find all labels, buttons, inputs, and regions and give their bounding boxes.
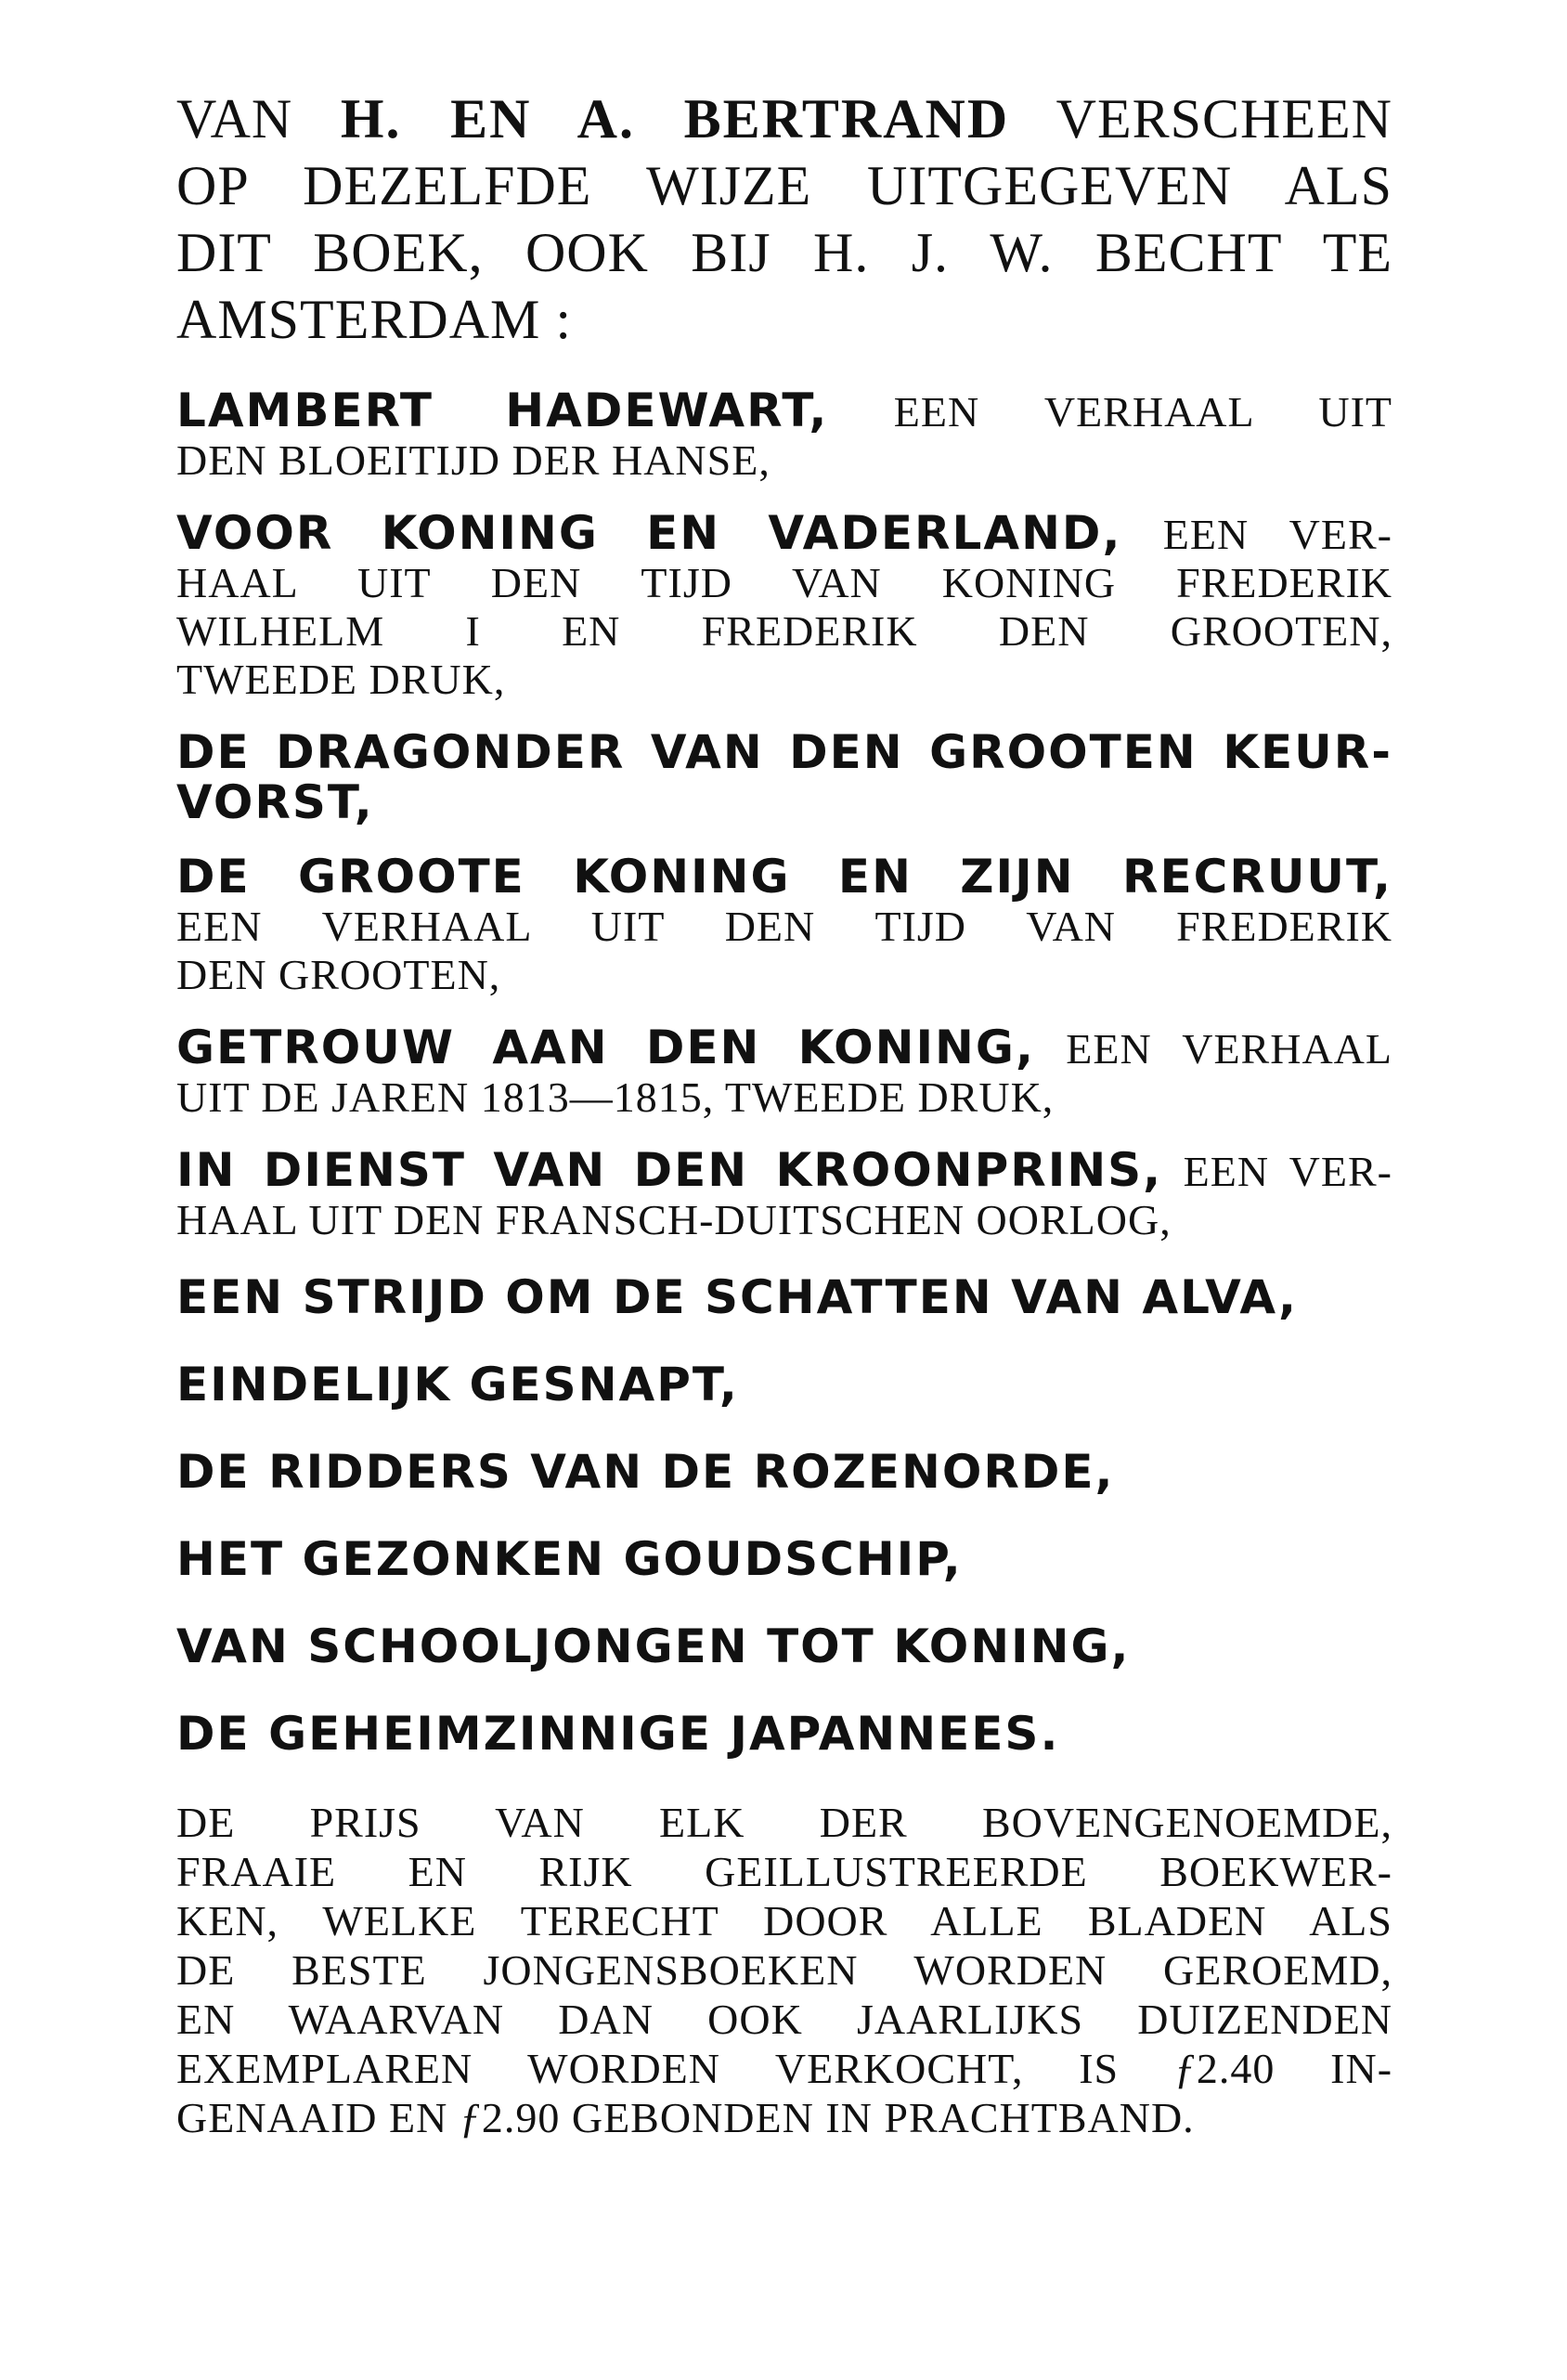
intro-line-4: AMSTERDAM : xyxy=(176,289,573,350)
book-entry xyxy=(176,1268,1392,1328)
intro-line-1: VAN H. EN A. BERTRAND VERSCHEEN xyxy=(176,88,1393,150)
price-paragraph: DE PRIJS VAN ELK DER BOVENGENOEMDE, FRAAIE EN RIJK GEILLUSTREERDE BOEKWER- KEN, WELKE TERECHT DOOR ALLE BLADEN ALS DE BESTE JONGENSBOEKEN WORDEN GEROEMD, EN WAARVAN DAN OOK JAARLIJKS DUIZENDEN EXEMPLAREN WORDEN VERKOCHT, IS ƒ2.40 IN- GENAAID EN ƒ2.90 GEBONDEN IN PRACHTBAND. xyxy=(176,1799,1393,2141)
book-description: HAAL UIT DEN TIJD VAN KONING FREDERIK xyxy=(176,559,1392,606)
book-entry xyxy=(176,1356,1392,1415)
book-title: DE RIDDERS VAN DE ROZENORDE, xyxy=(176,1445,1115,1499)
author-names: H. EN A. BERTRAND xyxy=(340,88,1010,150)
intro-line-3: DIT BOEK, OOK BIJ H. J. W. BECHT TE xyxy=(176,222,1392,283)
book-title: HET GEZONKEN GOUDSCHIP, xyxy=(176,1532,963,1586)
book-description: DEN GROOTEN, xyxy=(176,951,501,998)
book-title: LAMBERT HADEWART, xyxy=(176,384,829,437)
book-title: DE GROOTE KONING EN ZIJN RECRUUT, xyxy=(176,850,1392,904)
intro-paragraph xyxy=(176,85,1392,353)
florin-sign: ƒ xyxy=(459,2094,482,2141)
book-title: EINDELIJK GESNAPT, xyxy=(176,1358,739,1411)
book-title-continued: VORST, xyxy=(176,775,374,829)
book-title: VOOR KONING EN VADERLAND, xyxy=(176,506,1122,560)
book-entry: VOOR KONING EN VADERLAND, EEN VER- HAAL UIT DEN TIJD VAN KONING FREDERIK WILHELM I EN FREDERIK DEN GROOTEN, TWEEDE DRUK, xyxy=(176,506,1392,703)
book-title: VAN SCHOOLJONGEN TOT KONING, xyxy=(176,1619,1131,1673)
florin-sign: ƒ xyxy=(1173,2045,1197,2092)
advertisement-page xyxy=(176,85,1392,2142)
intro-line-2: OP DEZELFDE WIJZE UITGEGEVEN ALS xyxy=(176,155,1392,216)
book-description: WILHELM I EN FREDERIK DEN GROOTEN, xyxy=(176,607,1392,655)
book-entry: IN DIENST VAN DEN KROONPRINS, EEN VER- HAAL UIT DEN FRANSCH-DUITSCHEN OORLOG, xyxy=(176,1143,1393,1243)
book-description: TWEEDE DRUK, xyxy=(176,656,506,703)
book-entry: GETROUW AAN DEN KONING, EEN VERHAAL UIT DE JAREN 1813—1815, TWEEDE DRUK, xyxy=(176,1021,1392,1121)
book-description: UIT DE JAREN 1813—1815, TWEEDE DRUK, xyxy=(176,1073,1055,1121)
book-title: EEN STRIJD OM DE SCHATTEN VAN ALVA, xyxy=(176,1270,1299,1324)
book-description: DEN BLOEITIJD DER HANSE, xyxy=(176,436,771,484)
book-title: GETROUW AAN DEN KONING, xyxy=(176,1021,1035,1074)
book-entry: LAMBERT HADEWART, EEN VERHAAL UIT DEN BLOEITIJD DER HANSE, xyxy=(176,384,1392,484)
book-entry xyxy=(176,1443,1392,1502)
book-description: EEN VERHAAL UIT DEN TIJD VAN FREDERIK xyxy=(176,903,1392,950)
book-entry xyxy=(176,1530,1392,1590)
book-entry xyxy=(176,1705,1392,1764)
book-entry xyxy=(176,1618,1392,1677)
book-title: DE GEHEIMZINNIGE JAPANNEES. xyxy=(176,1707,1060,1761)
book-description: HAAL UIT DEN FRANSCH-DUITSCHEN OORLOG, xyxy=(176,1196,1172,1243)
price-bound: 2.90 xyxy=(481,2094,561,2141)
book-entry xyxy=(176,852,1392,999)
book-title: IN DIENST VAN DEN KROONPRINS, xyxy=(176,1143,1163,1197)
book-entry xyxy=(176,725,1392,829)
price-sewn: 2.40 xyxy=(1196,2045,1276,2092)
book-title: DE DRAGONDER VAN DEN GROOTEN KEUR- xyxy=(176,725,1392,779)
